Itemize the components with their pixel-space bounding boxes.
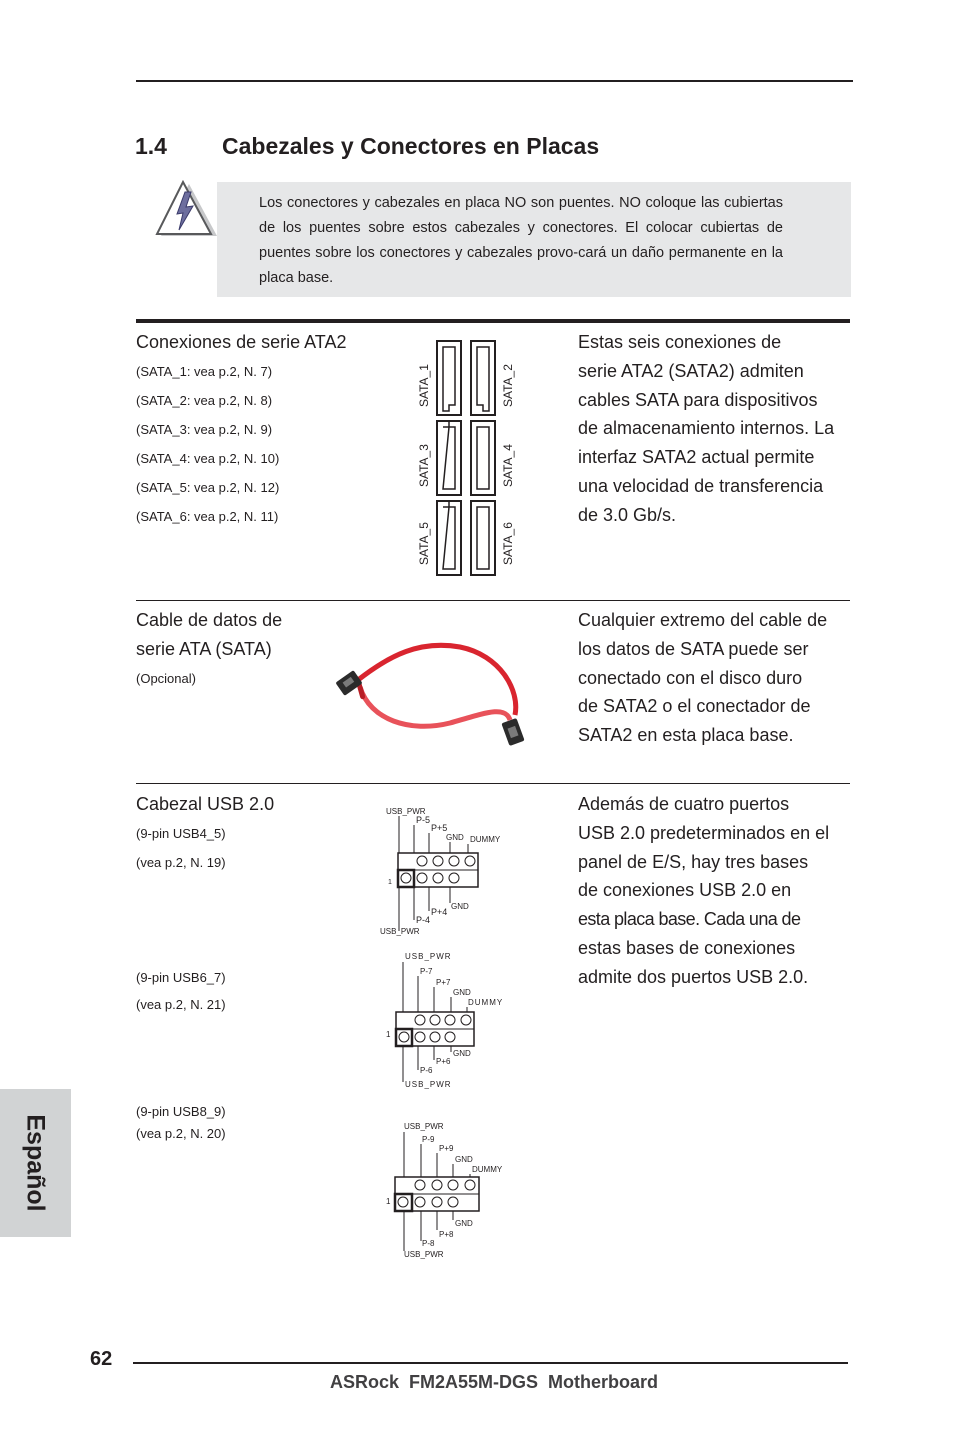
sata-port — [471, 341, 495, 415]
text-line: cables SATA para dispositivos — [578, 389, 818, 410]
pin-label: P-7 — [420, 967, 433, 976]
sata-ref: (SATA_4: vea p.2, N. 10) — [136, 451, 280, 466]
pin-label: USB_PWR — [404, 1122, 444, 1131]
usb-header-pins: (9-pin USB4_5) — [136, 826, 226, 841]
pin-label: DUMMY — [468, 998, 504, 1007]
sata-port-label: SATA_1 — [417, 364, 431, 407]
sata-ref: (SATA_2: vea p.2, N. 8) — [136, 393, 273, 408]
cable-title — [136, 606, 282, 664]
cable-note: (Opcional) — [136, 671, 196, 686]
sata-port-label: SATA_4 — [501, 444, 515, 487]
sata-port — [437, 421, 461, 495]
pin-label: GND — [453, 988, 471, 997]
top-rule — [136, 80, 853, 82]
sata-ref: (SATA_5: vea p.2, N. 12) — [136, 480, 280, 495]
sata-cable-image — [330, 635, 540, 750]
sata-port — [437, 501, 461, 575]
text-line: Estas seis conexiones de — [578, 332, 782, 352]
pin-label: P+5 — [431, 823, 448, 833]
pin-label: P-5 — [416, 815, 431, 825]
sata-port-label: SATA_6 — [501, 522, 515, 565]
cable-description — [578, 606, 827, 750]
sata-ref: (SATA_6: vea p.2, N. 11) — [136, 509, 279, 524]
text-line: SATA2 en esta placa base. — [578, 725, 794, 746]
section-heading — [135, 133, 600, 160]
section-number: 1.4 — [135, 133, 167, 159]
sata-top-rule — [136, 319, 850, 323]
pin-label: P-4 — [416, 915, 431, 925]
pin-label: USB_PWR — [386, 807, 426, 816]
text-line: una velocidad de transferencia — [578, 475, 824, 496]
footer-product: ASRock FM2A55M-DGS Motherboard — [330, 1372, 659, 1392]
usb-header-pins: (9-pin USB6_7) — [136, 970, 226, 985]
text-line: Además de cuatro puertos — [578, 794, 790, 814]
pin-label: P-9 — [422, 1135, 435, 1144]
warning-box — [217, 182, 851, 297]
warning-icon — [155, 180, 219, 238]
text-line: interfaz SATA2 actual permite — [578, 447, 815, 468]
sata-port-label: SATA_5 — [417, 522, 431, 565]
pin-label: USB_PWR — [405, 952, 452, 961]
pin-label: GND — [455, 1219, 473, 1228]
pin-one-label: 1 — [386, 1197, 391, 1206]
text-line: los datos de SATA puede ser — [578, 638, 809, 659]
text-line: admite dos puertos USB 2.0. — [578, 966, 809, 987]
text-line: Cable de datos de — [136, 610, 283, 630]
pin-label: P+7 — [436, 978, 451, 987]
usb-header-ref: (vea p.2, N. 20) — [136, 1126, 226, 1141]
usb-title: Cabezal USB 2.0 — [136, 794, 275, 814]
sata-port — [437, 341, 461, 415]
text-line: de 3.0 Gb/s. — [578, 504, 677, 525]
text-line: esta placa base. Cada una de — [578, 909, 801, 930]
usb-rule — [136, 783, 850, 784]
sata-port-label: SATA_3 — [417, 444, 431, 487]
usb-header-ref: (vea p.2, N. 19) — [136, 855, 226, 870]
sata-port — [471, 501, 495, 575]
text-line: de SATA2 o el conectador de — [578, 696, 811, 717]
text-line: USB 2.0 predeterminados en el — [578, 822, 830, 843]
usb-header-diagram — [383, 948, 523, 1090]
sata-port — [471, 421, 495, 495]
pin-label: P+9 — [439, 1144, 454, 1153]
text-line: serie ATA2 (SATA2) admiten — [578, 360, 804, 381]
pin-label: GND — [453, 1049, 471, 1058]
sata-port-label: SATA_2 — [501, 364, 515, 407]
pin-one-label: 1 — [386, 1030, 391, 1039]
pin-label: GND — [455, 1155, 473, 1164]
pin-label: DUMMY — [472, 1165, 503, 1174]
pin-label: GND — [451, 902, 469, 911]
usb-header-pins: (9-pin USB8_9) — [136, 1104, 226, 1119]
pin-label: P-8 — [422, 1239, 435, 1248]
pin-label: P+4 — [431, 907, 448, 917]
text-line: panel de E/S, hay tres bases — [578, 851, 809, 872]
text-line: estas bases de conexiones — [578, 937, 796, 958]
pin-one-label: 1 — [388, 879, 392, 886]
pin-label: GND — [446, 833, 464, 842]
section-title: Cabezales y Conectores en Placas — [222, 133, 600, 159]
language-tab-label: Español — [21, 1114, 50, 1212]
usb-description — [578, 790, 829, 992]
pin-label: P+8 — [439, 1230, 454, 1239]
usb-header-diagram — [378, 803, 518, 938]
sata-ref: (SATA_1: vea p.2, N. 7) — [136, 364, 273, 379]
pin-label: P+6 — [436, 1057, 451, 1066]
pin-label: P-6 — [420, 1066, 433, 1075]
text-line: serie ATA (SATA) — [136, 638, 272, 659]
warning-text: Los conectores y cabezales en placa NO son puentes. NO coloque las cubiertas de los puentes sobre estos cabezales y conectores. El colocar cubiertas de puentes sobre los conectores y cabezales provo-cará un daño permanente en la placa base. — [259, 195, 783, 286]
sata-connectors-diagram — [410, 335, 520, 580]
text-line: de almacenamiento internos. La — [578, 418, 835, 439]
sata-ref-list — [136, 357, 279, 531]
footer-rule — [133, 1362, 848, 1364]
cable-rule — [136, 600, 850, 601]
text-line: Cualquier extremo del cable de — [578, 610, 828, 630]
language-side-tab — [0, 1089, 71, 1237]
pin-label: DUMMY — [470, 835, 501, 844]
text-line: conectado con el disco duro — [578, 667, 803, 688]
pin-label: USB_PWR — [405, 1080, 452, 1089]
pin-label: USB_PWR — [404, 1250, 444, 1259]
text-line: de conexiones USB 2.0 en — [578, 880, 792, 901]
usb-header-ref: (vea p.2, N. 21) — [136, 997, 226, 1012]
sata-title: Conexiones de serie ATA2 — [136, 332, 347, 352]
sata-description — [578, 328, 834, 530]
usb-header-diagram — [383, 1117, 523, 1262]
pin-label: USB_PWR — [380, 927, 420, 936]
page-number: 62 — [90, 1348, 113, 1370]
sata-ref: (SATA_3: vea p.2, N. 9) — [136, 422, 273, 437]
